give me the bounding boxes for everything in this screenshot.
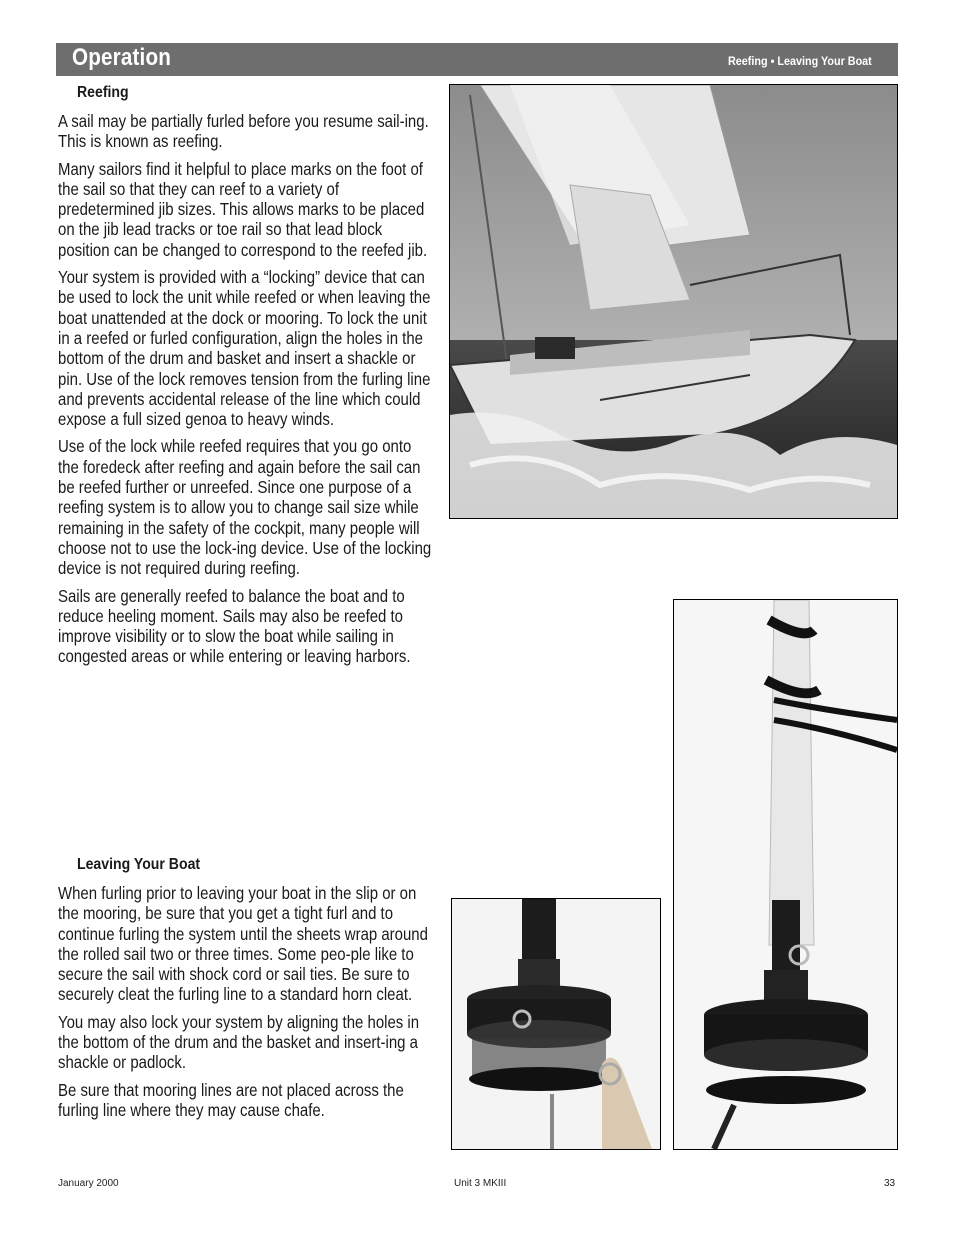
reefing-paragraph: A sail may be partially furled before you resume sail-ing. This is known as reefing. (58, 111, 429, 152)
footer-page-number: 33 (884, 1178, 896, 1189)
footer-date: January 2000 (58, 1178, 119, 1189)
sailboat-photo (449, 84, 898, 519)
furled-sail-photo (673, 599, 898, 1150)
reefing-paragraph: Your system is provided with a “locking” device that can be used to lock the unit while reefed or when leaving the boat unattended at the dock or mooring. To lock the unit in a reefed or furled configuration, align the holes in the bottom of the drum and basket and insert a shackle or pin. Use of the lock removes tension from the furling line and prevents accidental release of the line which could expose a full sized genoa to heavy winds. (58, 267, 431, 430)
leaving-paragraph: You may also lock your system by aligning the holes in the bottom of the drum and the basket and insert-ing a shackle or padlock. (58, 1011, 420, 1073)
leaving-section (58, 855, 488, 1127)
footer-unit: Unit 3 MKIII (454, 1178, 507, 1189)
header-bar (56, 43, 898, 76)
reefing-paragraph: Sails are generally reefed to balance the boat and to reduce heeling moment. Sails may also be reefed to improve visibility or to slow the boat while sailing in congested areas or while entering or leaving harbors. (58, 585, 411, 667)
reefing-heading: Reefing (77, 84, 129, 101)
furler-drum-photo (451, 898, 661, 1150)
leaving-paragraph: When furling prior to leaving your boat in the slip or on the mooring, be sure that you get a tight furl and to continue furling the system until the sheets wrap around the rolled sail two or three times. Some peo-ple like to secure the sail with shock cord or sail ties. Be sure to securely cleat the furling line to a standard horn cleat. (58, 883, 428, 1005)
reefing-paragraph: Use of the lock while reefed requires that you go onto the foredeck after reefing and again before the sail can be reefed further or unreefed. Since one purpose of a reefing system is to allow you to change sail size while remaining in the safety of the cockpit, many people will choose not to use the lock-ing device. Use of the locking device is not required during reefing. (58, 436, 432, 579)
section-breadcrumb: Reefing • Leaving Your Boat (728, 54, 872, 68)
page-title: Operation (72, 44, 172, 71)
reefing-paragraph: Many sailors find it helpful to place marks on the foot of the sail so that they can reef to a variety of predetermined jib sizes. This allows marks to be placed on the jib lead tracks or toe rail so that lead block position can be changed to correspond to the reefed jib. (58, 158, 428, 260)
reefing-section (58, 83, 488, 674)
leaving-paragraph: Be sure that mooring lines are not placed across the furling line where they may cause chafe. (58, 1079, 404, 1120)
leaving-heading: Leaving Your Boat (77, 856, 201, 873)
